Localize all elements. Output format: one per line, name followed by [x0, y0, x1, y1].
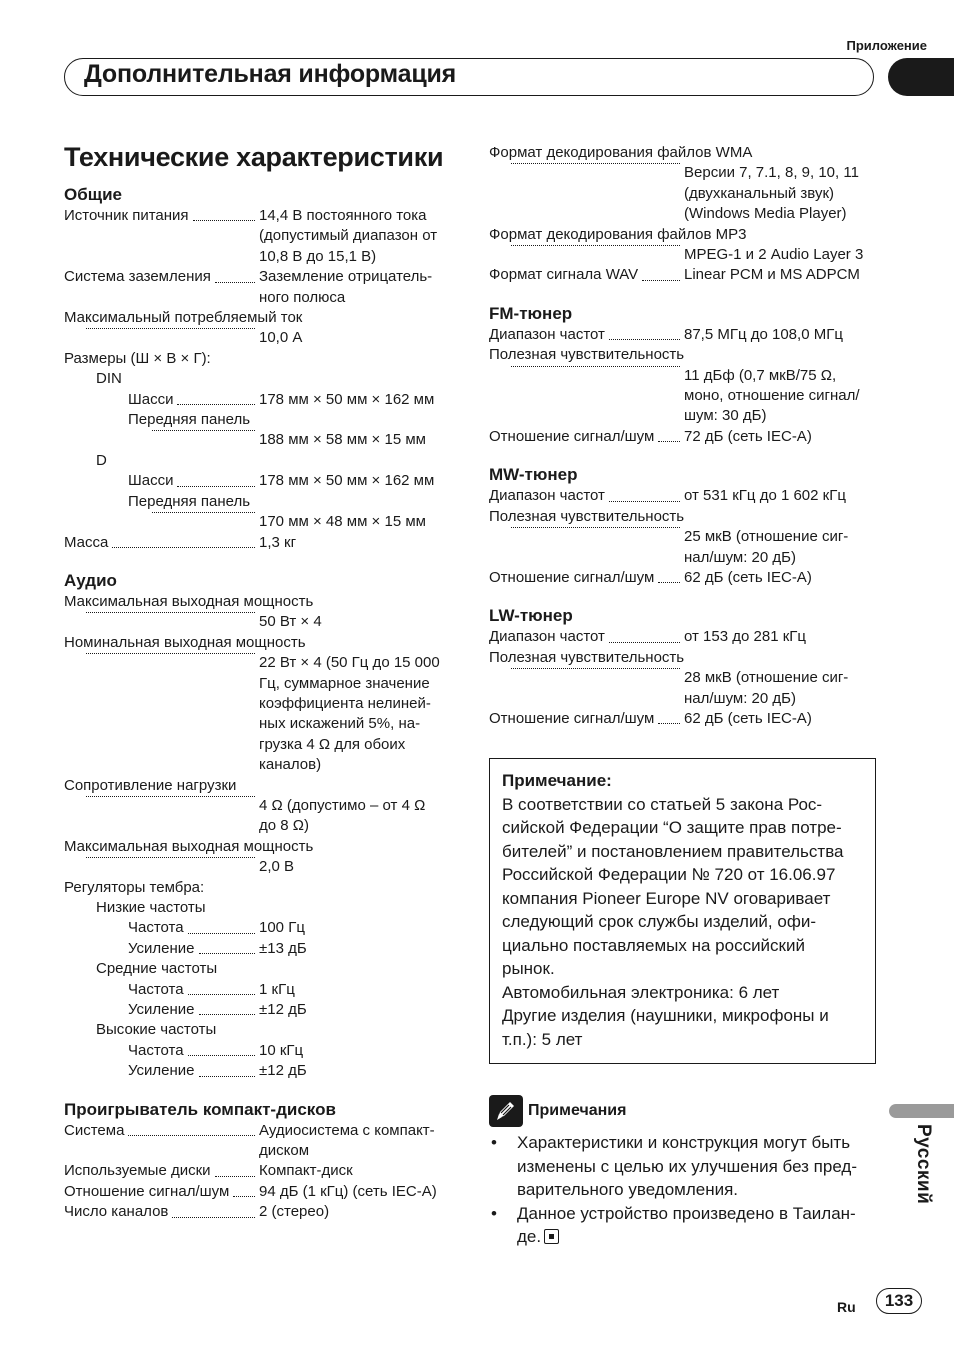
spec-value: до 8 Ω) [259, 817, 309, 835]
note-line: В соответствии со статьей 5 закона Рос- [502, 794, 823, 814]
chapter-title: Дополнительная информация [84, 60, 457, 88]
note-line: рынок. [502, 959, 555, 978]
spec-value: 100 Гц [259, 919, 305, 937]
bullet-line: варительного уведомления. [517, 1180, 739, 1199]
spec-label: Полезная чувствительность [489, 346, 685, 364]
spec-mid-freq [64, 980, 454, 1000]
spec-value: от 153 до 281 кГц [684, 628, 806, 646]
spec-value: шум: 30 дБ) [684, 407, 767, 425]
tone-controls-label: Регуляторы тембра: [64, 878, 205, 896]
spec-value: (допустимый диапазон от [259, 227, 438, 245]
lw-heading: LW-тюнер [489, 606, 573, 626]
spec-wav [489, 265, 879, 285]
notes-title: Примечания [528, 1102, 627, 1119]
spec-value: ных искажений 5%, на- [259, 715, 421, 733]
spec-value: грузка 4 Ω для обоих [259, 735, 406, 753]
spec-value: 10,0 А [259, 329, 303, 347]
spec-value: 62 дБ (сеть IEC-A) [684, 709, 812, 727]
spec-value: 11 дБф (0,7 мкВ/75 Ω, [684, 366, 837, 384]
spec-label: Отношение сигнал/шум [489, 427, 655, 445]
spec-label: Число каналов [64, 1203, 169, 1221]
dimensions-label: Размеры (Ш × В × Г): [64, 349, 211, 367]
spec-treble-freq [64, 1041, 454, 1061]
spec-label: Диапазон частот [489, 487, 605, 505]
bullet-line: Характеристики и конструкция могут быть [517, 1133, 851, 1152]
spec-fm-snr [489, 427, 879, 447]
spec-cd-channels [64, 1202, 454, 1222]
spec-mp3 [489, 245, 879, 265]
note-line: следующий срок службы изделий, офи- [502, 912, 816, 931]
spec-d-nose [64, 512, 454, 532]
spec-value: Версии 7, 7.1, 8, 9, 10, 11 [684, 164, 859, 182]
cd-heading: Проигрыватель компакт-дисков [64, 1099, 336, 1119]
section-title: Технические характеристики [64, 142, 444, 172]
spec-label: Максимальная выходная мощность [64, 592, 314, 610]
spec-grounding [64, 267, 454, 308]
note-line: Другие изделия (наушники, микрофоны и [502, 1006, 829, 1025]
spec-value: 22 Вт × 4 (50 Гц до 15 000 [259, 654, 440, 672]
spec-value: 14,4 В постоянного тока [259, 207, 427, 224]
spec-max-current [64, 328, 454, 348]
spec-value: 87,5 МГц до 108,0 МГц [684, 325, 843, 343]
spec-lw-snr [489, 709, 879, 729]
spec-label: Используемые диски [64, 1162, 211, 1180]
bullet-line: Данное устройство произведено в Таилан- [517, 1203, 856, 1223]
spec-value: коэффициента нелиней- [259, 694, 431, 712]
note-title: Примечание: [502, 771, 612, 790]
spec-weight [64, 533, 454, 553]
audio-heading: Аудио [64, 570, 117, 590]
spec-value: 28 мкВ (отношение сиг- [684, 669, 849, 687]
notes-header [489, 1095, 626, 1127]
spec-label: Максимальный потребляемый ток [64, 309, 303, 327]
spec-value: 2,0 В [259, 858, 295, 876]
spec-value: 72 дБ (сеть IEC-A) [684, 427, 812, 445]
spec-label: Шасси [128, 390, 174, 408]
spec-label: Номинальная выходная мощность [64, 633, 306, 651]
spec-label: Полезная чувствительность [489, 507, 685, 525]
bass-label: Низкие частоты [96, 899, 206, 916]
end-mark-icon [544, 1229, 559, 1244]
language-code: Ru [837, 1299, 856, 1315]
spec-value: нал/шум: 20 дБ) [684, 548, 797, 566]
spec-cd-discs [64, 1161, 454, 1181]
spec-din-nose [64, 430, 454, 450]
spec-label: Частота [128, 1041, 184, 1059]
legal-note-box [489, 758, 876, 1064]
spec-din-chassis [64, 390, 454, 410]
language-label: Русский [913, 1124, 934, 1205]
spec-value: ного полюса [259, 288, 346, 306]
note-line: бителей” и постановлением правительства [502, 841, 844, 861]
specs-right-column [489, 143, 879, 729]
spec-value: 2 (стерео) [259, 1203, 330, 1221]
spec-fm-sensitivity [489, 366, 879, 427]
general-heading: Общие [64, 185, 122, 204]
spec-label: Масса [64, 533, 109, 551]
spec-label: Отношение сигнал/шум [489, 568, 655, 586]
spec-lw-sensitivity [489, 668, 879, 709]
spec-label: Формат декодирования файлов WMA [489, 144, 753, 161]
treble-label: Высокие частоты [96, 1021, 217, 1039]
spec-cd-snr [64, 1182, 454, 1202]
bullet-line: изменены с целью их улучшения без пред- [517, 1156, 858, 1176]
spec-value: 10 кГц [259, 1041, 304, 1059]
spec-value: 1 кГц [259, 980, 295, 998]
spec-value: моно, отношение сигнал/ [684, 387, 860, 405]
spec-label: Усиление [128, 1062, 195, 1080]
spec-mid-gain [64, 1000, 454, 1020]
spec-value: (двухканальный звук) [684, 184, 834, 202]
spec-value: Компакт-диск [259, 1162, 353, 1180]
din-label: DIN [96, 370, 122, 388]
spec-label: Передняя панель [128, 492, 251, 510]
spec-mw-range [489, 486, 879, 506]
mw-heading: MW-тюнер [489, 465, 578, 485]
spec-label: Сопротивление нагрузки [64, 776, 237, 794]
specs-left-column [64, 184, 454, 1223]
spec-value: от 531 кГц до 1 602 кГц [684, 487, 846, 505]
spec-load-impedance [64, 796, 454, 837]
spec-label: Полезная чувствительность [489, 648, 685, 666]
spec-power-source [64, 206, 454, 267]
spec-d-chassis [64, 471, 454, 491]
spec-value: ±12 дБ [259, 1001, 307, 1019]
spec-value: 178 мм × 50 мм × 162 мм [259, 390, 435, 408]
spec-label: Частота [128, 980, 184, 998]
spec-value: ±12 дБ [259, 1062, 307, 1080]
note-line: циально поставляемых на российский [502, 935, 805, 955]
spec-value: Заземление отрицатель- [259, 268, 433, 286]
spec-label: Усиление [128, 939, 195, 957]
list-item: • Данное устройство произведено в Таилан- де. [491, 1203, 856, 1246]
page-number: 133 [876, 1288, 922, 1314]
spec-max-power [64, 612, 454, 632]
bullet-line: де. [517, 1227, 542, 1246]
note-line: сийской Федерации “О защите прав потре- [502, 818, 842, 837]
spec-mw-snr [489, 568, 879, 588]
spec-label: Максимальная выходная мощность [64, 837, 314, 855]
spec-value: ±13 дБ [259, 939, 307, 957]
list-item: • Характеристики и конструкция могут быть изменены с целью их улучшения без пред- варительного уведомления. [489, 1131, 879, 1202]
spec-label: Шасси [128, 472, 174, 490]
spec-value: MPEG-1 и 2 Audio Layer 3 [684, 246, 864, 264]
spec-label: Передняя панель [128, 411, 251, 429]
spec-lw-range [489, 627, 879, 647]
pen-icon [489, 1095, 523, 1127]
spec-value: 25 мкВ (отношение сиг- [684, 528, 849, 546]
spec-label: Отношение сигнал/шум [489, 709, 655, 727]
d-label: D [96, 451, 107, 469]
spec-label: Частота [128, 919, 184, 937]
spec-value: 4 Ω (допустимо – от 4 Ω [259, 796, 426, 814]
spec-value: 50 Вт × 4 [259, 613, 322, 631]
spec-label: Система заземления [64, 268, 211, 286]
spec-value: 62 дБ (сеть IEC-A) [684, 568, 812, 586]
spec-value: 178 мм × 50 мм × 162 мм [259, 472, 435, 490]
spec-value: 188 мм × 58 мм × 15 мм [259, 431, 426, 449]
spec-label: Источник питания [64, 207, 189, 224]
spec-value: диском [259, 1142, 310, 1160]
spec-label: Диапазон частот [489, 628, 605, 646]
note-line: Автомобильная электроника: 6 лет [502, 982, 780, 1002]
language-tab [889, 1104, 954, 1118]
spec-value: (Windows Media Player) [684, 205, 847, 223]
spec-bass-freq [64, 918, 454, 938]
note-line: т.п.): 5 лет [502, 1029, 583, 1049]
spec-max-output [64, 857, 454, 877]
spec-value: Linear PCM и MS ADPCM [684, 266, 860, 284]
spec-value: Гц, суммарное значение [259, 674, 430, 692]
spec-value: 1,3 кг [259, 533, 297, 551]
spec-treble-gain [64, 1061, 454, 1081]
spec-value: каналов) [259, 756, 322, 774]
chapter-tab [888, 58, 954, 96]
fm-heading: FM-тюнер [489, 303, 573, 323]
spec-cd-system [64, 1121, 454, 1162]
spec-mw-sensitivity [489, 527, 879, 568]
spec-wma [489, 163, 879, 224]
spec-bass-gain [64, 939, 454, 959]
spec-value: нал/шум: 20 дБ) [684, 689, 797, 707]
spec-value: 10,8 В до 15,1 В) [259, 247, 377, 265]
spec-label: Отношение сигнал/шум [64, 1182, 230, 1200]
spec-label: Диапазон частот [489, 325, 605, 343]
notes-list [489, 1131, 879, 1249]
spec-label: Формат сигнала WAV [489, 266, 639, 284]
note-line: компания Pioneer Europe NV оговаривает [502, 888, 831, 908]
appendix-label: Приложение [846, 38, 927, 53]
spec-value: 170 мм × 48 мм × 15 мм [259, 513, 426, 531]
spec-value: 94 дБ (1 кГц) (сеть IEC-A) [259, 1182, 437, 1200]
spec-fm-range [489, 325, 879, 345]
note-line: Российской Федерации № 720 от 16.06.97 [502, 865, 836, 884]
spec-value: Аудиосистема с компакт- [259, 1121, 435, 1139]
mid-label: Средние частоты [96, 960, 218, 978]
spec-label: Система [64, 1121, 125, 1139]
spec-rated-power [64, 653, 454, 775]
spec-label: Усиление [128, 1001, 195, 1019]
spec-label: Формат декодирования файлов MP3 [489, 225, 747, 243]
